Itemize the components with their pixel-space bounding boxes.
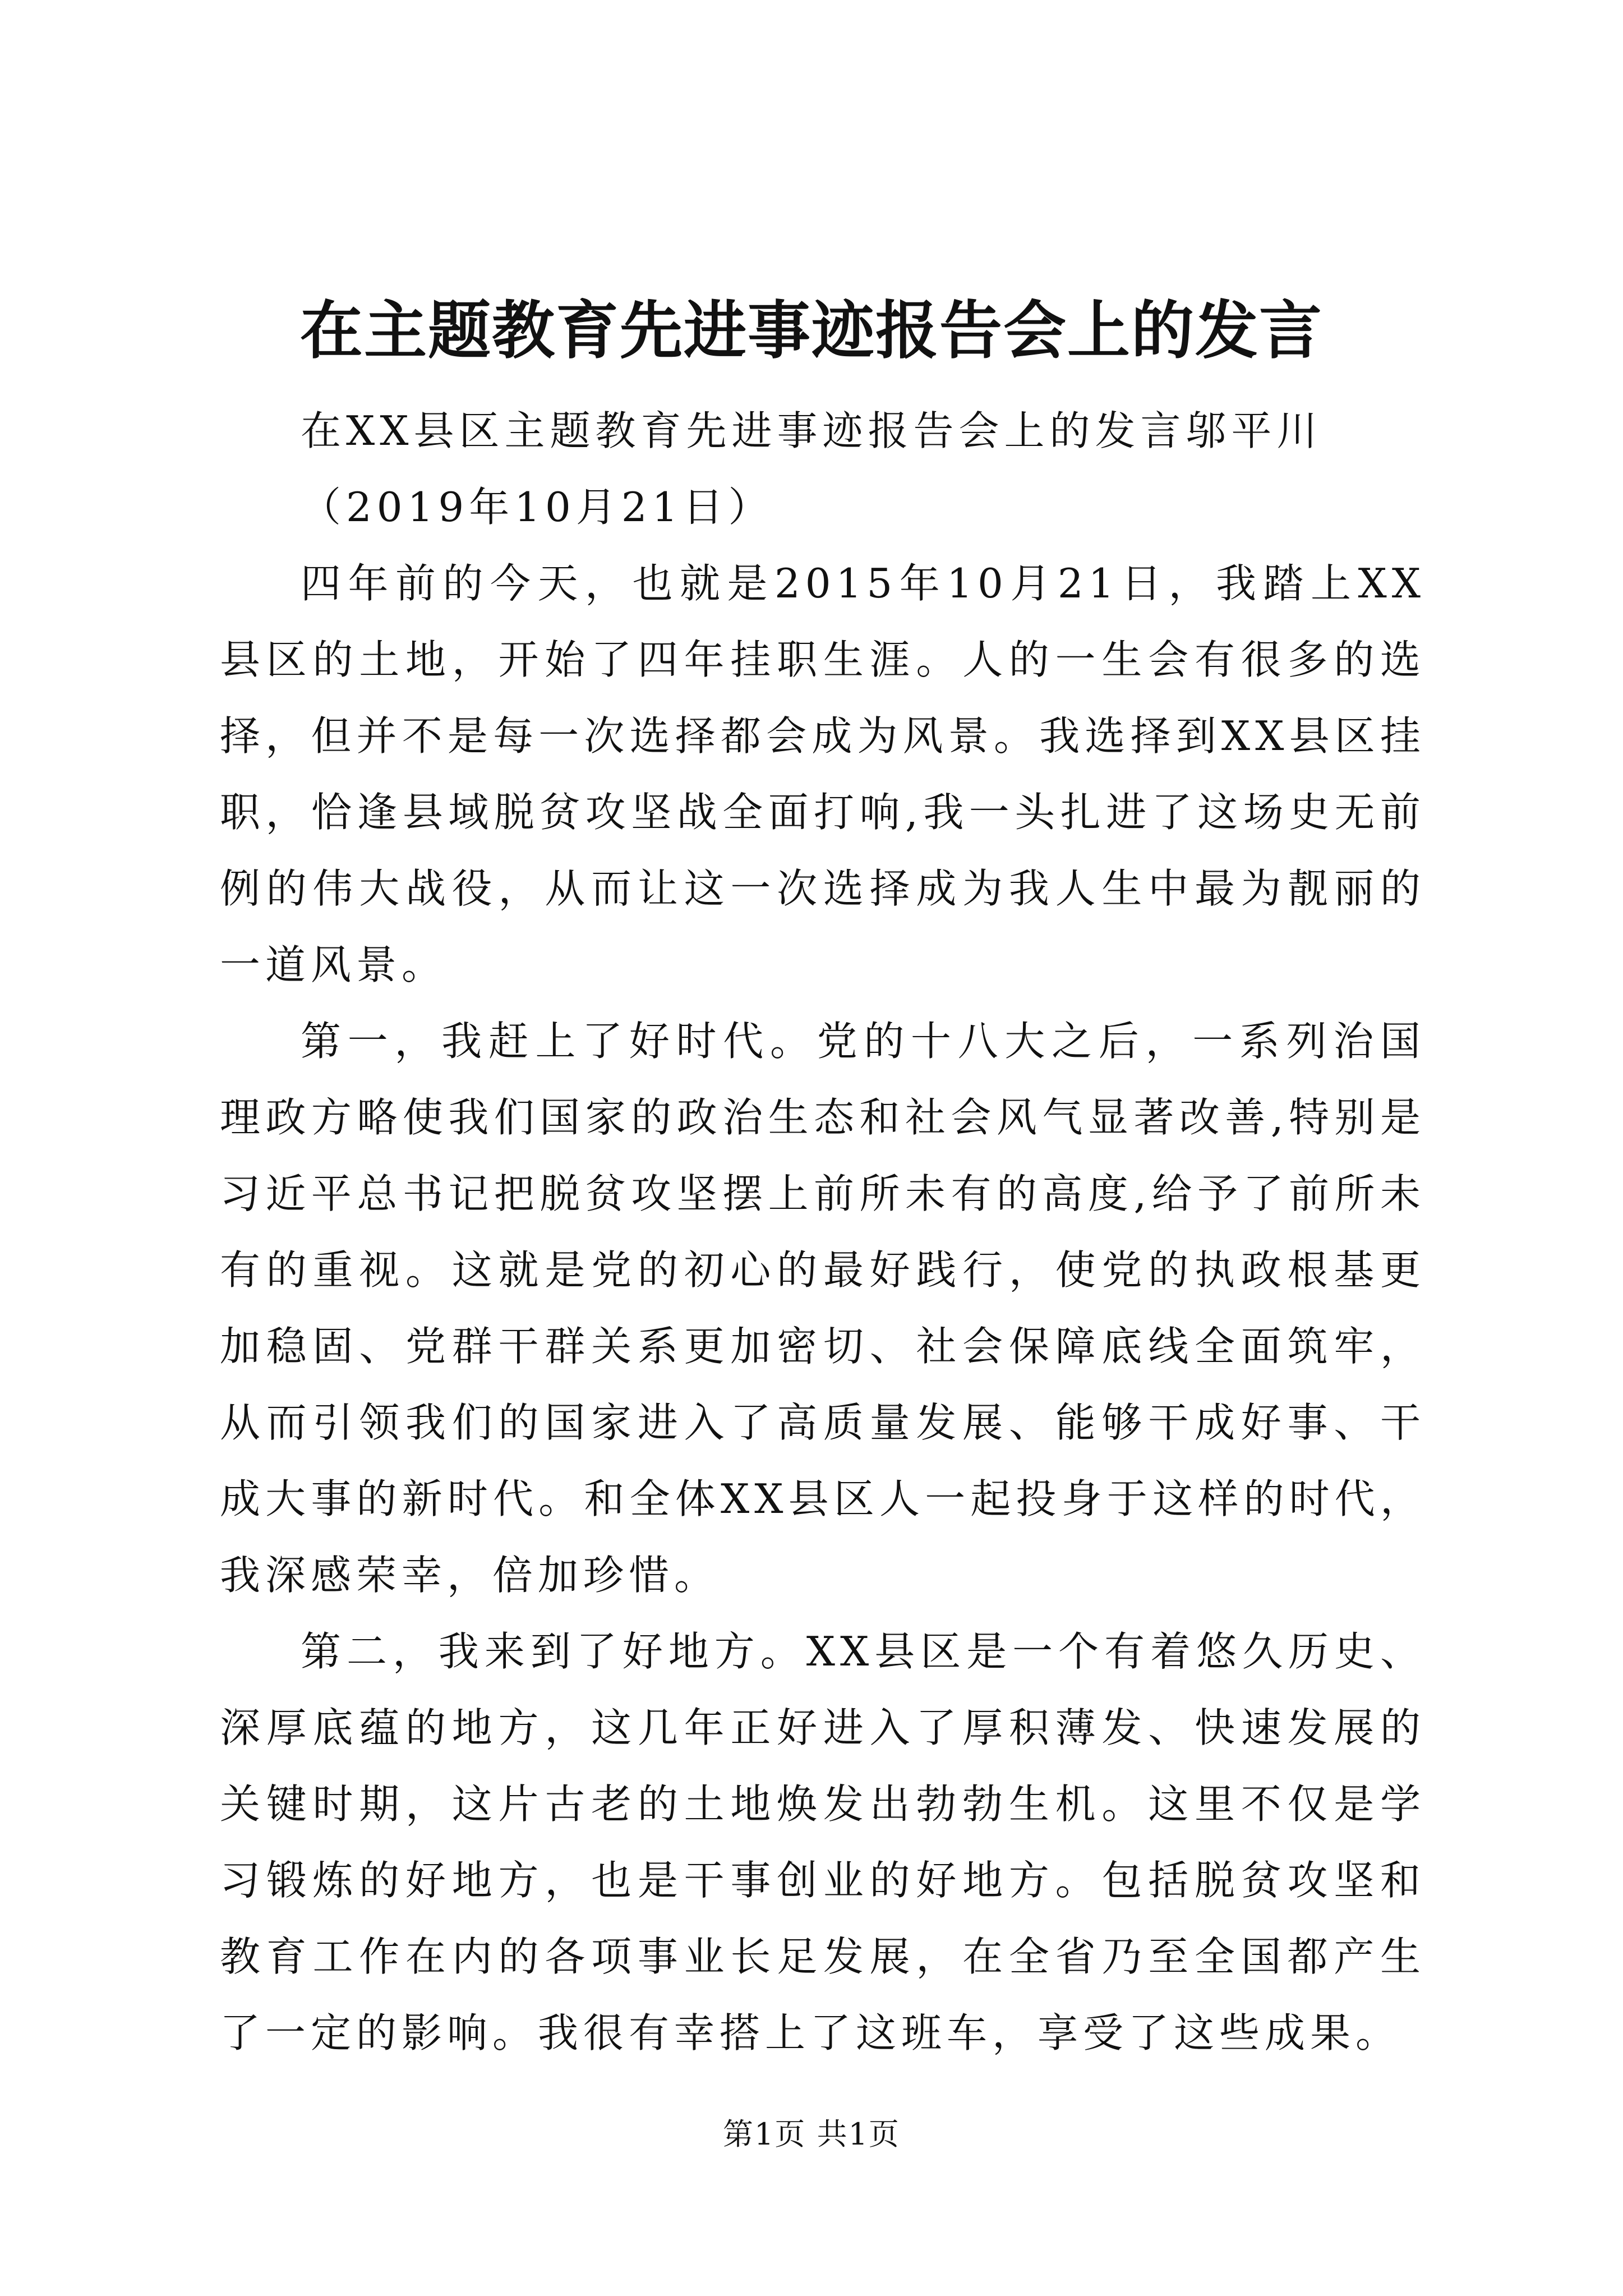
document-body (220, 393, 1426, 2071)
document-title: 在主题教育先进事迹报告会上的发言 (300, 294, 1323, 367)
paragraph: 第一，我赶上了好时代。党的十八大之后，一系列治国理政方略使我们国家的政治生态和社会风气显著改善,特别是习近平总书记把脱贫攻坚摆上前所未有的高度,给予了前所未有的重视。这就是党的初心的最好践行，使党的执政根基更加稳固、党群干群关系更加密切、社会保障底线全面筑牢，从而引领我们的国家进入了高质量发展、能够干成好事、干成大事的新时代。和全体XX县区人一起投身于这样的时代，我深感荣幸，倍加珍惜。 (220, 1018, 1426, 1599)
paragraph: 四年前的今天，也就是2015年10月21日，我踏上XX县区的土地，开始了四年挂职生涯。人的一生会有很多的选择，但并不是每一次选择都会成为风景。我选择到XX县区挂职，恰逢县域脱贫攻坚战全面打响,我一头扎进了这场史无前例的伟大战役，从而让这一次选择成为我人生中最为靓丽的一道风景。 (220, 560, 1426, 988)
subtitle-line: 在XX县区主题教育先进事迹报告会上的发言邬平川 (301, 407, 1322, 454)
page-number-footer: 第1页 共1页 (723, 2116, 900, 2152)
date-line: （2019年10月21日） (301, 484, 774, 531)
paragraph: 第二，我来到了好地方。XX县区是一个有着悠久历史、深厚底蕴的地方，这几年正好进入了厚积薄发、快速发展的关键时期，这片古老的土地焕发出勃勃生机。这里不仅是学习锻炼的好地方，也是干事创业的好地方。包括脱贫攻坚和教育工作在内的各项事业长足发展，在全省乃至全国都产生了一定的影响。我很有幸搭上了这班车，享受了这些成果。 (220, 1628, 1426, 2056)
